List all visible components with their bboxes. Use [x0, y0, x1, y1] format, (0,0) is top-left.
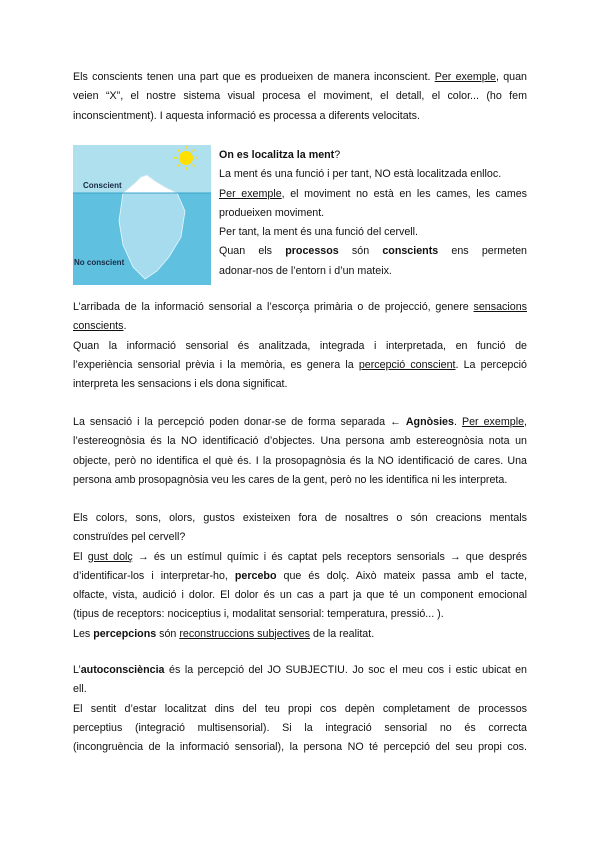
text-line: objecte, però no identifica el què és. I la prosopagnòsia és la NO identificació de cares. Una [73, 454, 527, 467]
text-line: El sentit d’estar localitzat dins del teu propi cos depèn completament de processos [73, 702, 527, 715]
conscient-label: Conscient [83, 181, 122, 190]
no-conscient-label: No conscient [74, 258, 125, 267]
paragraph-agnosies [73, 413, 527, 490]
reconstruccions-link: reconstruccions subjectives [179, 627, 311, 640]
text-line: construïdes pel cervell? [73, 531, 186, 544]
text-line: produeixen moviment. [219, 206, 325, 219]
text-line: El gust dolç → és un estímul químic i és captat pels receptors sensorials → que després [73, 550, 527, 563]
text-line: Quan la informació sensorial és analitzada, integrada i interpretada, en funció de [73, 339, 527, 352]
text-line: olfacte, vista, audició i dolor. El dolor és un cas a part ja que té un component emocional [73, 589, 527, 602]
section-heading: On es localitza la ment? [219, 149, 341, 161]
per-exemple-link: Per exemple [219, 187, 282, 200]
text-line: l’estereognòsia és la NO identificació d’objectes. Una persona amb estereognòsia nota un [73, 435, 527, 448]
text-line: conscients. [73, 320, 127, 333]
text-line: Per exemple, el moviment no està en les cames, les cames [219, 187, 528, 200]
text-line: persona amb prosopagnòsia veu les cares de la gent, però no les identifica ni les interpreta. [73, 473, 508, 486]
text-line: (tipus de receptors: nociceptius i, modalitat sensorial: temperatura, pressió... ). [73, 608, 444, 621]
paragraph-autoconsciencia [73, 661, 527, 757]
paragraph-sensations [73, 298, 527, 394]
text-line: veien “X”, el nostre sistema visual procesa el moviment, el detall, el color... (ho fem [73, 90, 527, 103]
percepcio-conscient-link: percepció conscient [358, 358, 456, 371]
text-line: inconscientment). I aquesta informació es processa a diferents velocitats. [73, 109, 420, 122]
sensacions-link: sensacions [473, 301, 527, 313]
text-line: Per tant, la ment és una funció del cervell. [219, 226, 419, 239]
per-exemple-link: Per exemple [434, 71, 496, 83]
text-line: L’arribada de la informació sensorial a l’escorça primària o de projecció, genere sensacions [73, 301, 527, 313]
text-line: interpreta les sensacions i els dona significat. [73, 378, 288, 391]
text-line: Quan els processos són conscients ens permeten [219, 245, 528, 258]
side-text [219, 146, 527, 281]
text-line: Els colors, sons, olors, gustos existeixen fora de nosaltres o són creacions mentals [73, 512, 527, 524]
gust-dolc-link: gust dolç [87, 550, 133, 563]
conscients-link: conscients [73, 320, 124, 333]
text-line: Les percepcions són reconstruccions subjectives de la realitat. [73, 627, 375, 640]
text-line: adonar-nos de l’entorn i d’un mateix. [219, 264, 392, 277]
text-line: L’autoconsciència és la percepció del JO SUBJECTIU. Jo soc el meu cos i estic ubicat en [73, 664, 527, 676]
text-line: (incongruència de la informació sensorial), la persona NO té percepció del seu propi cos. [73, 741, 527, 754]
text-line: d’identificar-los i interpretar-ho, percebo que és dolç. Això mateix passa amb el tacte, [73, 569, 527, 582]
text-line: ell. [73, 683, 87, 696]
text-line: La ment és una funció i per tant, NO està localitzada enlloc. [219, 168, 502, 181]
per-exemple-link: Per exemple [461, 416, 525, 428]
iceberg-graphic [73, 145, 211, 285]
iceberg-illustration [73, 145, 211, 285]
text-line: perceptius (integració multisensorial). Si la integració sensorial no és correcta [73, 721, 527, 734]
text-line: Els conscients tenen una part que es produeixen de manera inconscient. Per exemple, quan [73, 71, 527, 83]
paragraph-colors [73, 509, 527, 644]
text-line: La sensació i la percepció poden donar-se de forma separada ← Agnòsies. Per exemple, [73, 416, 527, 428]
text-line: l’experiència sensorial prèvia i la memòria, es genera la percepció conscient. La percepció [73, 358, 527, 371]
paragraph-intro [73, 68, 527, 126]
